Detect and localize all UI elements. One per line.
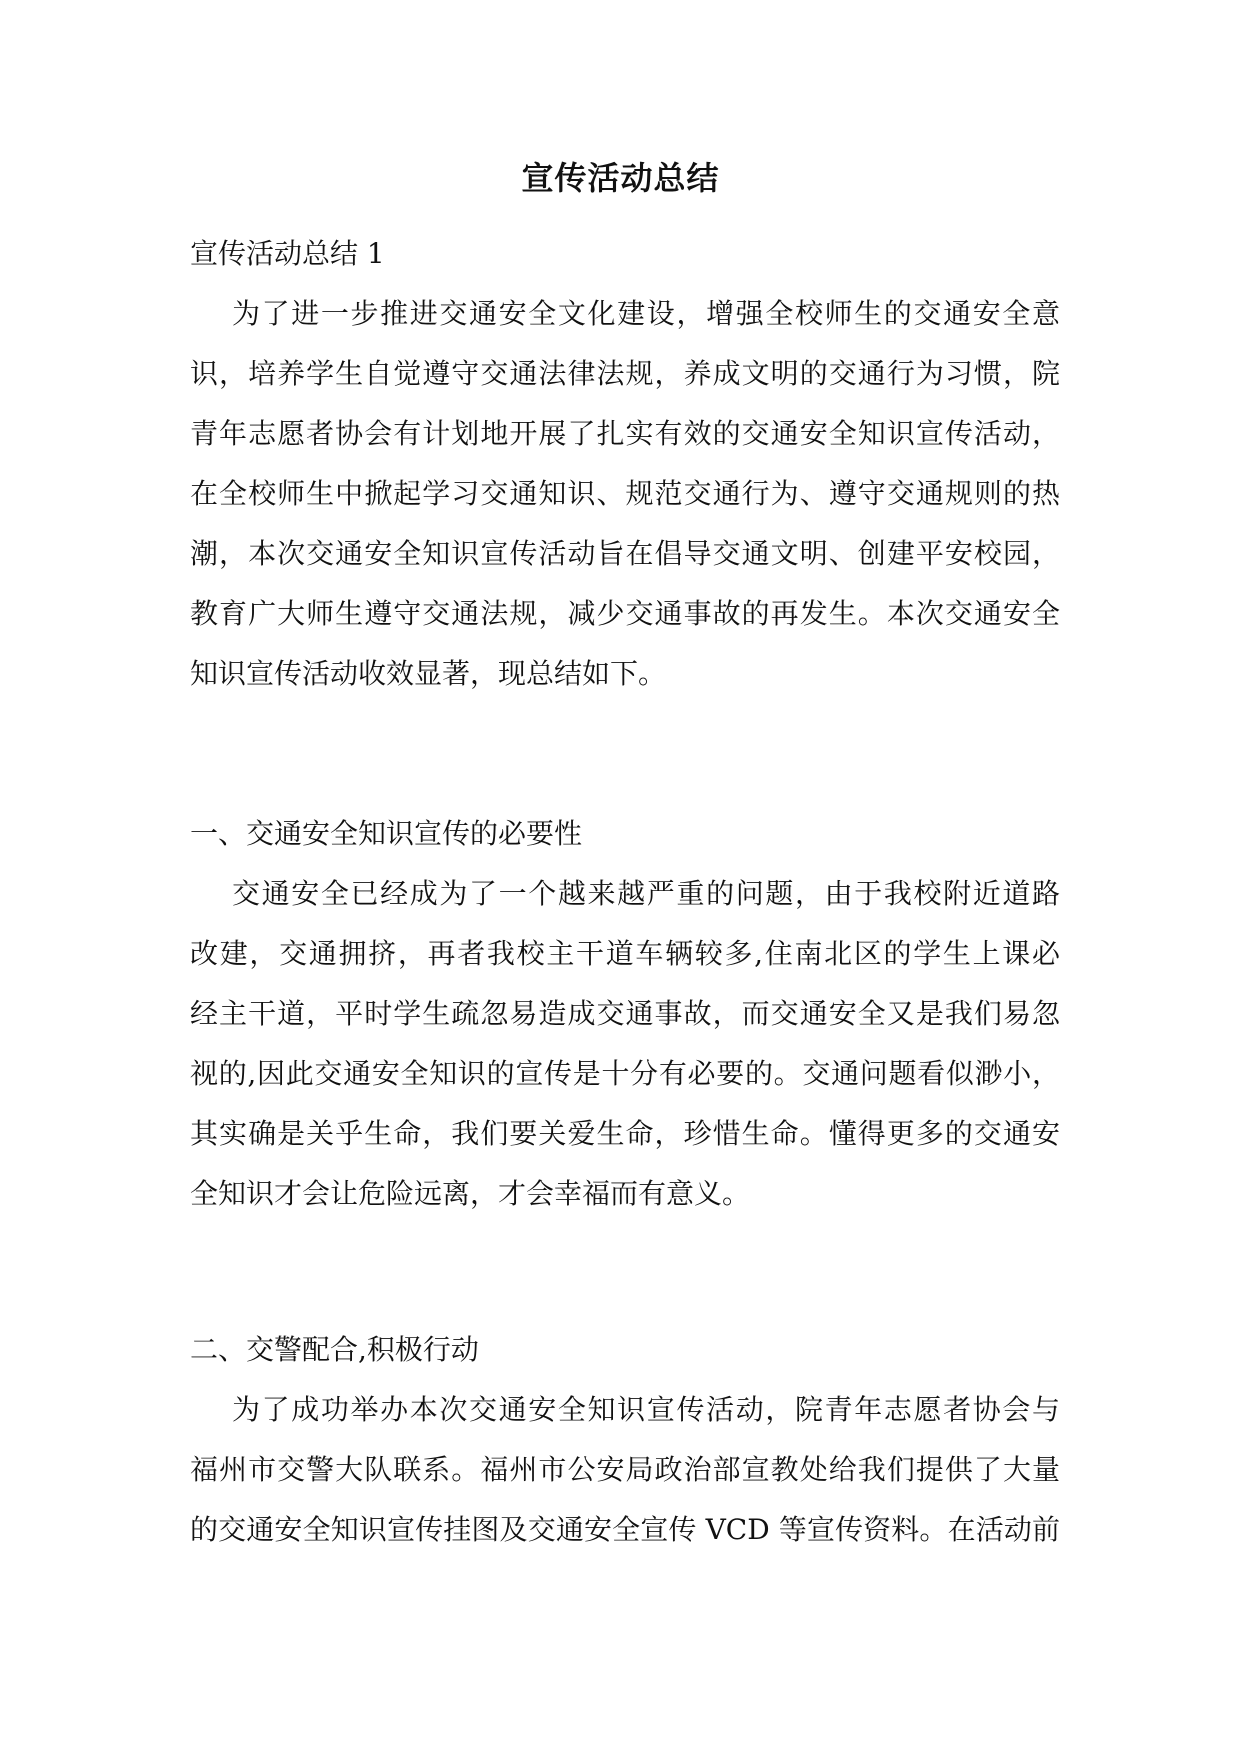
- paragraph-line: 青年志愿者协会有计划地开展了扎实有效的交通安全知识宣传活动，: [190, 417, 1060, 450]
- paragraph-line: 知识宣传活动收效显著，现总结如下。: [190, 657, 667, 690]
- document-subtitle-block: [190, 224, 1060, 284]
- paragraph-line: 全知识才会让危险远离，才会幸福而有意义。: [190, 1177, 751, 1210]
- section-heading-necessity: 一、交通安全知识宣传的必要性: [190, 817, 583, 850]
- paragraph-necessity: [190, 864, 1060, 1224]
- paragraph-intro: [190, 284, 1060, 704]
- paragraph-line: 教育广大师生遵守交通法规，减少交通事故的再发生。本次交通安全: [190, 597, 1060, 630]
- paragraph-police: [190, 1380, 1060, 1560]
- paragraph-line: 的交通安全知识宣传挂图及交通安全宣传 VCD 等宣传资料。在活动前: [190, 1513, 1060, 1546]
- paragraph-line: 福州市交警大队联系。福州市公安局政治部宣教处给我们提供了大量: [190, 1453, 1060, 1486]
- document-subtitle: 宣传活动总结 1: [190, 237, 385, 270]
- paragraph-line: 其实确是关乎生命，我们要关爱生命，珍惜生命。懂得更多的交通安: [190, 1117, 1060, 1150]
- paragraph-line: 交通安全已经成为了一个越来越严重的问题，由于我校附近道路: [232, 877, 1060, 910]
- document-title: 宣传活动总结: [521, 159, 720, 197]
- paragraph-line: 经主干道，平时学生疏忽易造成交通事故，而交通安全又是我们易忽: [190, 997, 1060, 1030]
- paragraph-line: 为了成功举办本次交通安全知识宣传活动，院青年志愿者协会与: [232, 1393, 1060, 1426]
- section-heading-2-block: [190, 1320, 1060, 1380]
- section-heading-1-block: [190, 804, 1060, 864]
- paragraph-line: 视的,因此交通安全知识的宣传是十分有必要的。交通问题看似渺小，: [190, 1057, 1060, 1090]
- section-heading-police: 二、交警配合,积极行动: [190, 1333, 479, 1366]
- paragraph-line: 识，培养学生自觉遵守交通法律法规，养成文明的交通行为习惯，院: [190, 357, 1060, 390]
- paragraph-line: 在全校师生中掀起学习交通知识、规范交通行为、遵守交通规则的热: [190, 477, 1060, 510]
- paragraph-line: 为了进一步推进交通安全文化建设，增强全校师生的交通安全意: [232, 297, 1060, 330]
- paragraph-line: 潮，本次交通安全知识宣传活动旨在倡导交通文明、创建平安校园，: [190, 537, 1060, 570]
- paragraph-line: 改建，交通拥挤，再者我校主干道车辆较多,住南北区的学生上课必: [190, 937, 1060, 970]
